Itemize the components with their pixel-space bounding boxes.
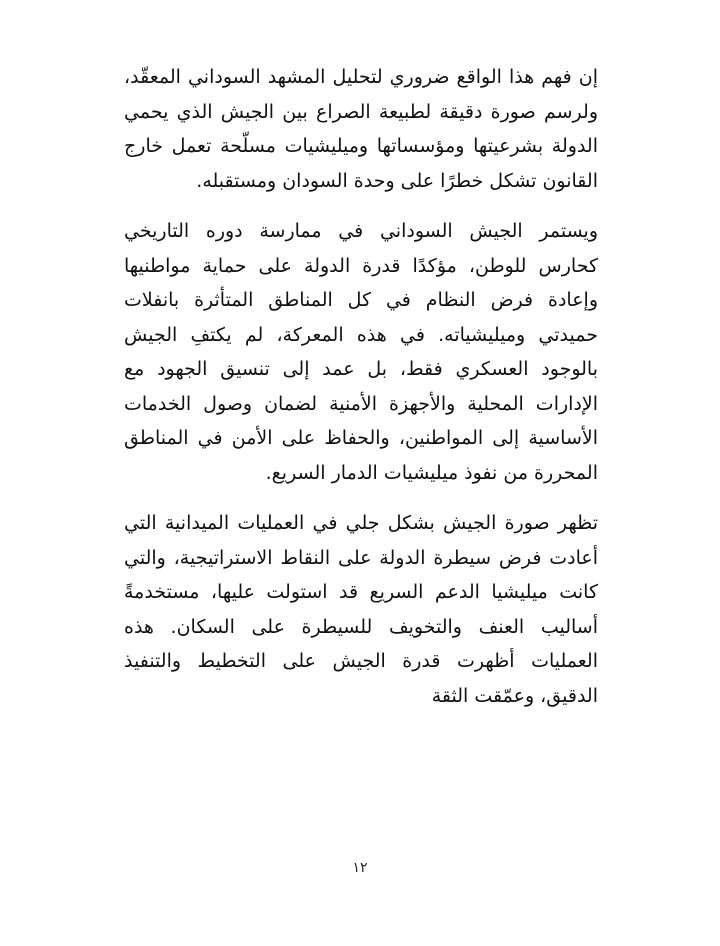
page-number: ١٢	[352, 860, 368, 876]
paragraph-3: تظهر صورة الجيش بشكل جلي في العمليات الميدانية التي أعادت فرض سيطرة الدولة على النقاط الاستراتيجية، والتي كانت ميليشيا الدعم السريع قد استولت عليها، مستخدمةً أساليب العنف والتخويف للسيطرة على السكان. هذه العمليات أظهرت قدرة الجيش على التخطيط والتنفيذ الدقيق، وعمّقت الثقة	[124, 512, 598, 707]
document-page	[124, 60, 598, 729]
paragraph-2: ويستمر الجيش السوداني في ممارسة دوره التاريخي كحارس للوطن، مؤكدًا قدرة الدولة على حماية مواطنيها وإعادة فرض النظام في كل المناطق المتأثرة بانفلات حميدتي وميليشياته. في هذه المعركة، لم يكتفِ الجيش بالوجود العسكري فقط، بل عمد إلى تنسيق الجهود مع الإدارات المحلية والأجهزة الأمنية لضمان وصول الخدمات الأساسية إلى المواطنين، والحفاظ على الأمن في المناطق المحررة من نفوذ ميليشيات الدمار السريع.	[124, 220, 598, 484]
paragraph-1: إن فهم هذا الواقع ضروري لتحليل المشهد السوداني المعقّد، ولرسم صورة دقيقة لطبيعة الصراع بين الجيش الذي يحمي الدولة بشرعيتها ومؤسساتها وميليشيات مسلّحة تعمل خارج القانون تشكل خطرًا على وحدة السودان ومستقبله.	[124, 66, 598, 192]
